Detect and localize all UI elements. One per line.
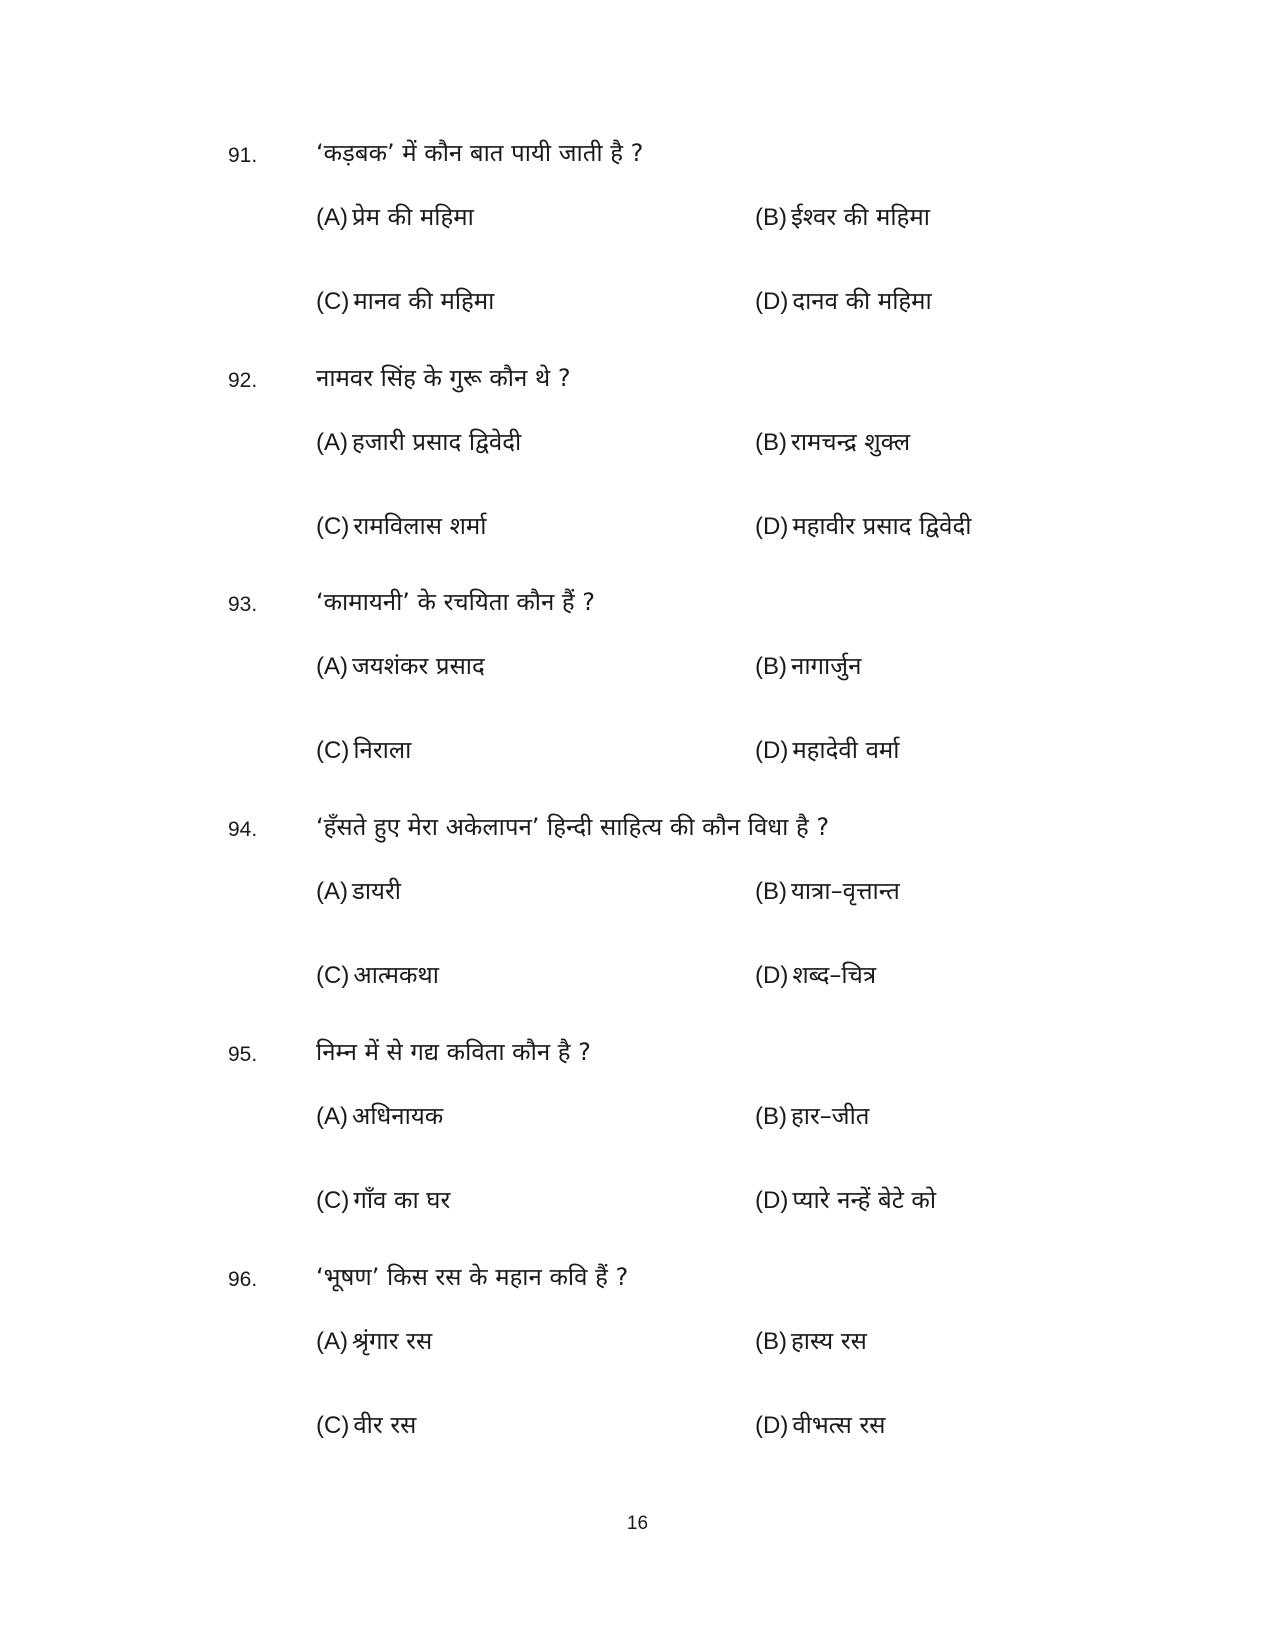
option-c <box>316 733 411 768</box>
page-number: 16 <box>626 1513 649 1534</box>
option-label: (C) <box>316 1187 350 1214</box>
option-text: रामचन्द्र शुक्ल <box>791 428 911 456</box>
option-text: डायरी <box>352 877 402 905</box>
option-text: रामविलास शर्मा <box>353 512 487 540</box>
option-label: (D) <box>755 737 789 764</box>
option-c <box>316 1183 450 1218</box>
question-96 <box>0 1260 1275 1485</box>
option-text: वीभत्स रस <box>792 1411 886 1439</box>
option-label: (B) <box>755 653 787 680</box>
option-a <box>316 1324 432 1359</box>
question-text: नामवर सिंह के गुरू कौन थे ? <box>316 364 571 392</box>
question-94 <box>0 810 1275 1035</box>
option-label: (A) <box>316 204 348 231</box>
option-a <box>316 1099 443 1134</box>
question-number: 92. <box>228 369 258 392</box>
option-text: प्रेम की महिमा <box>352 203 474 231</box>
option-label: (B) <box>755 1103 787 1130</box>
option-d <box>755 1408 886 1443</box>
option-d <box>755 1183 936 1218</box>
option-c <box>316 1408 416 1443</box>
option-label: (D) <box>755 1412 789 1439</box>
option-text: नागार्जुन <box>791 652 862 680</box>
option-c <box>316 284 494 319</box>
option-c <box>316 509 487 544</box>
option-label: (C) <box>316 1412 350 1439</box>
option-label: (C) <box>316 513 350 540</box>
option-c <box>316 958 439 993</box>
question-number: 95. <box>228 1043 258 1066</box>
option-label: (B) <box>755 1328 787 1355</box>
option-label: (B) <box>755 878 787 905</box>
option-text: प्यारे नन्हें बेटे को <box>792 1186 937 1214</box>
option-label: (B) <box>755 204 787 231</box>
option-d <box>755 509 971 544</box>
option-label: (C) <box>316 288 350 315</box>
option-a <box>316 200 474 235</box>
option-a <box>316 425 521 460</box>
option-d <box>755 958 876 993</box>
option-label: (C) <box>316 737 350 764</box>
option-text: महादेवी वर्मा <box>792 736 900 764</box>
option-label: (A) <box>316 878 348 905</box>
question-91 <box>0 136 1275 361</box>
option-label: (A) <box>316 1328 348 1355</box>
option-d <box>755 284 932 319</box>
question-text: ‘हँसते हुए मेरा अकेलापन’ हिन्दी साहित्य की कौन विधा है ? <box>316 813 830 841</box>
option-b <box>755 649 861 684</box>
question-text: ‘कामायनी’ के रचयिता कौन हैं ? <box>316 588 596 616</box>
question-text: ‘कड़बक’ में कौन बात पायी जाती है ? <box>316 139 644 167</box>
option-text: वीर रस <box>353 1411 417 1439</box>
option-text: जयशंकर प्रसाद <box>352 652 485 680</box>
question-text: ‘भूषण’ किस रस के महान कवि हैं ? <box>316 1263 629 1291</box>
option-text: श्रृंगार रस <box>352 1327 433 1355</box>
option-text: गाँव का घर <box>353 1186 451 1214</box>
option-text: निराला <box>353 736 412 764</box>
option-text: ईश्वर की महिमा <box>791 203 930 231</box>
question-95 <box>0 1035 1275 1260</box>
option-text: आत्मकथा <box>353 961 439 989</box>
question-93 <box>0 585 1275 810</box>
question-number: 91. <box>228 144 258 167</box>
option-label: (C) <box>316 962 350 989</box>
question-number: 94. <box>228 818 258 841</box>
option-b <box>755 874 900 909</box>
option-text: अधिनायक <box>352 1102 444 1130</box>
question-92 <box>0 361 1275 586</box>
option-label: (D) <box>755 513 789 540</box>
option-d <box>755 733 900 768</box>
option-text: शब्द–चित्र <box>792 961 877 989</box>
option-text: हजारी प्रसाद द्विवेदी <box>352 428 522 456</box>
option-a <box>316 649 485 684</box>
question-text: निम्न में से गद्य कविता कौन है ? <box>316 1038 591 1066</box>
option-text: महावीर प्रसाद द्विवेदी <box>792 512 972 540</box>
option-text: यात्रा–वृत्तान्त <box>791 877 900 905</box>
option-label: (A) <box>316 429 348 456</box>
option-label: (D) <box>755 288 789 315</box>
option-text: हार–जीत <box>791 1102 870 1130</box>
option-b <box>755 200 930 235</box>
option-b <box>755 1099 869 1134</box>
option-text: हास्य रस <box>791 1327 867 1355</box>
option-a <box>316 874 401 909</box>
option-b <box>755 425 910 460</box>
option-label: (A) <box>316 1103 348 1130</box>
option-b <box>755 1324 867 1359</box>
option-label: (D) <box>755 1187 789 1214</box>
option-label: (D) <box>755 962 789 989</box>
option-text: मानव की महिमा <box>353 287 495 315</box>
question-number: 93. <box>228 593 258 616</box>
option-label: (A) <box>316 653 348 680</box>
option-label: (B) <box>755 429 787 456</box>
option-text: दानव की महिमा <box>792 287 932 315</box>
question-number: 96. <box>228 1268 258 1291</box>
